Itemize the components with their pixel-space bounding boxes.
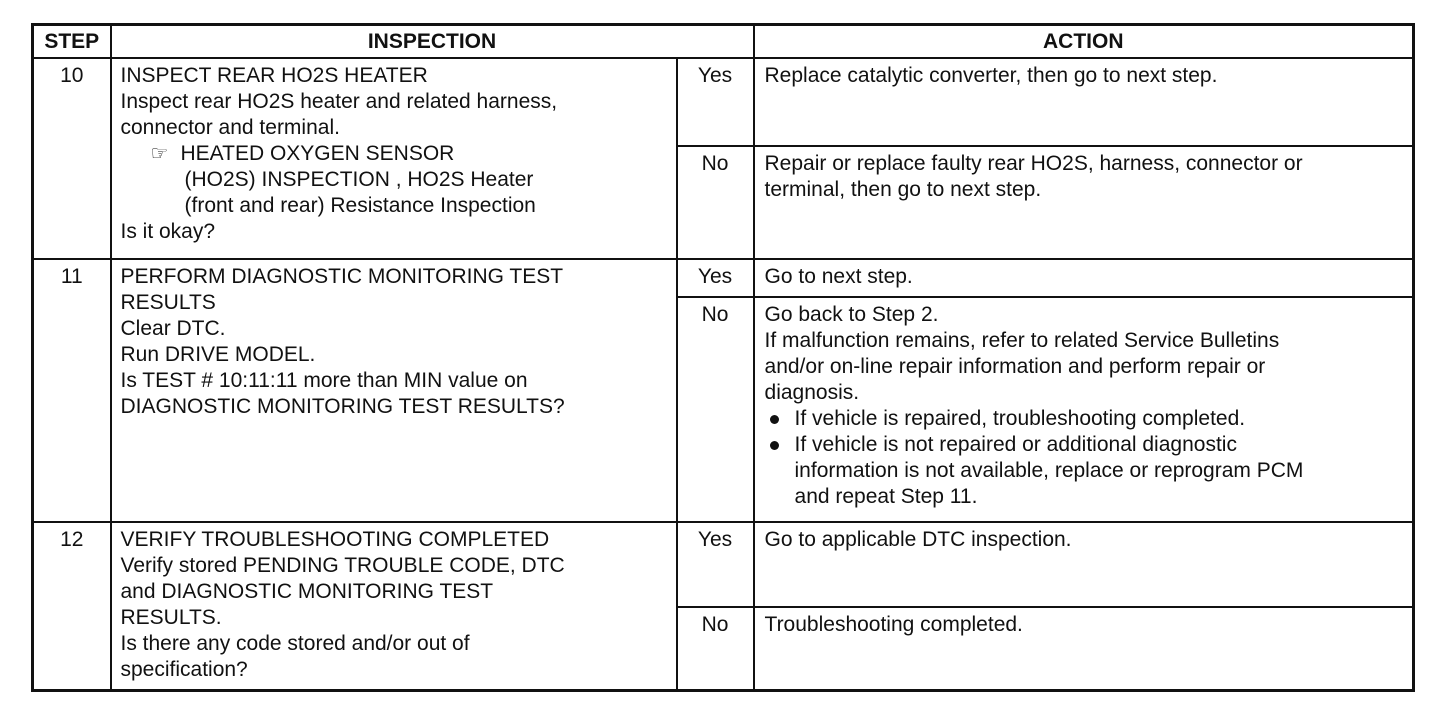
yes-label: Yes: [677, 58, 754, 146]
step-number: 11: [33, 259, 111, 522]
table-row: [33, 259, 1414, 297]
header-row: [33, 25, 1414, 59]
yes-label: Yes: [677, 259, 754, 297]
inspection-text: Run DRIVE MODEL.: [120, 343, 316, 366]
inspection-question: Is there any code stored and/or out of: [120, 632, 470, 655]
no-action: [754, 297, 1414, 522]
reference-text: (HO2S) INSPECTION , HO2S Heater: [184, 168, 534, 191]
reference-link[interactable]: [121, 141, 668, 219]
inspection-cell: [111, 522, 677, 690]
step-number: 10: [33, 58, 111, 259]
table-row: [33, 58, 1414, 146]
inspection-question: DIAGNOSTIC MONITORING TEST RESULTS?: [120, 395, 565, 418]
reference-text: HEATED OXYGEN SENSOR: [180, 142, 455, 165]
reference-text: (front and rear) Resistance Inspection: [184, 194, 536, 217]
inspection-text: RESULTS: [120, 291, 216, 314]
inspection-cell: [111, 58, 677, 259]
action-header: ACTION: [754, 25, 1414, 59]
inspection-text: Is TEST # 10:11:11 more than MIN value on: [120, 369, 528, 392]
inspection-text: Verify stored PENDING TROUBLE CODE, DTC: [120, 554, 565, 577]
inspection-text: connector and terminal.: [120, 116, 340, 139]
bullet-item: If vehicle is repaired, troubleshooting completed.: [765, 406, 1405, 432]
yes-action: Go to next step.: [754, 259, 1414, 297]
action-bullet-list: [765, 406, 1405, 510]
no-label: No: [677, 607, 754, 690]
action-text: terminal, then go to next step.: [764, 178, 1042, 201]
inspection-header: INSPECTION: [111, 25, 754, 59]
inspection-title: VERIFY TROUBLESHOOTING COMPLETED: [120, 528, 550, 551]
action-text: and/or on-line repair information and perform repair or: [764, 355, 1266, 378]
pointing-hand-icon: ☞: [150, 143, 169, 165]
inspection-title: PERFORM DIAGNOSTIC MONITORING TEST: [120, 265, 564, 288]
yes-action: Replace catalytic converter, then go to next step.: [754, 58, 1414, 146]
inspection-title: INSPECT REAR HO2S HEATER: [120, 64, 428, 87]
yes-action: Go to applicable DTC inspection.: [754, 522, 1414, 607]
inspection-question: specification?: [120, 658, 248, 681]
inspection-cell: [111, 259, 677, 522]
yes-label: Yes: [677, 522, 754, 607]
no-action: Troubleshooting completed.: [754, 607, 1414, 690]
inspection-text: RESULTS.: [120, 606, 222, 629]
no-action: [754, 146, 1414, 259]
action-text: Repair or replace faulty rear HO2S, harness, connector or: [764, 152, 1303, 175]
table-row: [33, 522, 1414, 607]
diagnostic-table: [31, 23, 1415, 692]
action-text: If malfunction remains, refer to related Service Bulletins: [764, 329, 1280, 352]
inspection-question: Is it okay?: [120, 220, 216, 243]
inspection-text: and DIAGNOSTIC MONITORING TEST: [120, 580, 494, 603]
inspection-text: Inspect rear HO2S heater and related harness,: [120, 90, 558, 113]
bullet-item: If vehicle is not repaired or additional diagnostic information is not available, replace or reprogram PCM and repeat Step 11.: [765, 432, 1405, 510]
inspection-text: Clear DTC.: [120, 317, 226, 340]
action-text: diagnosis.: [764, 381, 860, 404]
step-number: 12: [33, 522, 111, 690]
action-text: Go back to Step 2.: [764, 303, 939, 326]
no-label: No: [677, 146, 754, 259]
step-header: STEP: [33, 25, 111, 59]
no-label: No: [677, 297, 754, 522]
